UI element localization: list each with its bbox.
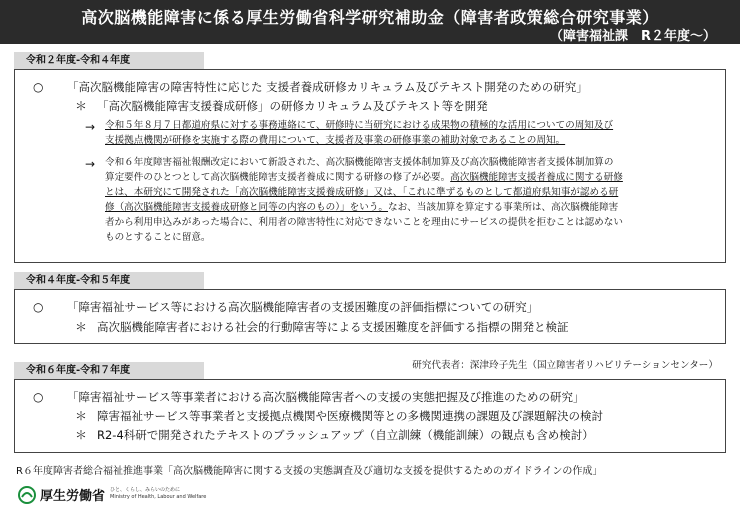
bullet-asterisk-icon: ＊ (75, 99, 88, 113)
section2-sub: 高次脳機能障害者における社会的行動障害等による支援困難度を評価する指標の開発と検証 (97, 320, 569, 334)
section3-box (14, 379, 726, 453)
bullet-asterisk-icon: ＊ (75, 320, 88, 334)
section1-note2-line4-text: なお、当該加算を算定する事業所は、高次脳機能障害 (388, 202, 619, 213)
section1-note2-line2 (105, 171, 623, 185)
section1-period-tab: 令和２年度‐令和４年度 (14, 52, 204, 69)
page-subtitle: （障害福祉課 R２年度～） (549, 29, 716, 44)
section1-note2-line4 (105, 201, 618, 215)
bullet-circle-icon: ○ (33, 300, 44, 314)
section1-note2-line3: とは、本研究にて開発された「高次脳機能障害支援養成研修」又は、「これに準ずるものとして都道府県知事が認める研 (105, 187, 619, 198)
section1-sub: 「高次脳機能障害支援養成研修」の研修カリキュラム及びテキスト等を開発 (97, 99, 488, 113)
arrow-icon: → (85, 120, 96, 134)
section2-main: 「障害福祉サービス等における高次脳機能障害者の支援困難度の評価指標についての研究」 (67, 300, 539, 314)
header-banner (0, 0, 740, 44)
section3-sub2: R2-4科研で開発されたテキストのブラッシュアップ（自立訓練（機能訓練）の観点も含め検討） (97, 428, 594, 442)
bullet-asterisk-icon: ＊ (75, 428, 88, 442)
bullet-circle-icon: ○ (33, 390, 44, 404)
mhlw-logo-icon (18, 486, 36, 504)
section1-note2-line2-underlined: 高次脳機能障害支援者養成に関する研修 (450, 172, 623, 183)
section3-main: 「障害福祉サービス等事業者における高次脳機能障害者への支援の実態把握及び推進のための研究」 (67, 390, 585, 404)
section3-period-tab: 令和６年度‐令和７年度 (14, 362, 204, 379)
footer-note: R６年度障害者総合福祉推進事業「高次脳機能障害に関する支援の実態調査及び適切な支援を提供するためのガイドラインの作成」 (16, 466, 603, 477)
section2-period-tab: 令和４年度‐令和５年度 (14, 272, 204, 289)
researcher-credit: 研究代表者：深津玲子先生（国立障害者リハビリテーションセンター） (412, 360, 718, 371)
bullet-circle-icon: ○ (33, 80, 44, 94)
mhlw-logo (18, 485, 218, 505)
section1-note2-line4-underlined: 修（高次脳機能障害支援養成研修と同等の内容のもの）」をいう。 (105, 202, 389, 213)
arrow-icon: → (85, 157, 96, 171)
section1-note2-line6: ものとすることに留意。 (105, 232, 211, 243)
section1-note1-line2: 支援拠点機関が研修を実施する際の費用について、支援者及事業の研修事業の補助対象であることの周知。 (105, 135, 566, 146)
section3-sub1: 障害福祉サービス等事業者と支援拠点機関や医療機関等との多機関連携の課題及び課題解決の検討 (97, 409, 603, 423)
section1-note1-line1: 令和５年８月７日都道府県に対する事務連絡にて、研修時に当研究における成果物の積極的な活用についての周知及び (105, 120, 614, 131)
logo-english-name: Ministry of Health, Labour and Welfare (110, 494, 207, 500)
logo-tagline: ひと、くらし、みらいのために (110, 487, 181, 493)
section1-note2-line1: 令和６年度障害福祉報酬改定において新設された、高次脳機能障害支援体制加算及び高次脳機能障害者支援体制加算の (105, 157, 614, 168)
bullet-asterisk-icon: ＊ (75, 409, 88, 423)
page-title: 高次脳機能障害に係る厚生労働省科学研究補助金（障害者政策総合研究事業） (81, 8, 659, 27)
section1-note2-line5: 者から利用申込みがあった場合に、利用者の障害特性に対応できないことを理由にサービスの提供を拒むことは認めない (105, 217, 623, 228)
section1-note2-line2-text: 算定要件のひとつとして高次脳機能障害支援者養成に関する研修の修了が必要。 (105, 172, 451, 183)
section2-box (14, 289, 726, 344)
logo-text: 厚生労働省 (40, 489, 106, 504)
section1-box (14, 69, 726, 263)
section1-main: 「高次脳機能障害の障害特性に応じた 支援者養成研修カリキュラム及びテキスト開発のための研究」 (67, 80, 588, 94)
